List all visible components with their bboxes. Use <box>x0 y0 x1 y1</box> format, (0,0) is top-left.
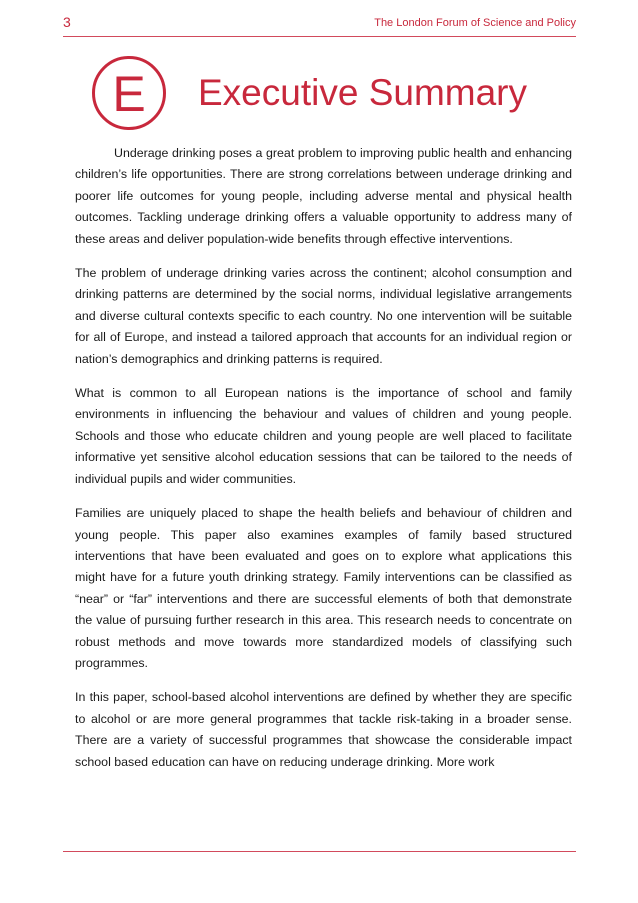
paragraph: The problem of underage drinking varies across the continent; alcohol consumption and drinking patterns are determined by the social norms, individual legislative arrangements and diverse cultural contexts specific to each country. No one intervention will be suitable for all of Europe, and instead a tailored approach that accounts for an individual region or nation’s demographics and drinking patterns is required. <box>75 266 572 366</box>
footer-divider <box>63 851 576 852</box>
header-divider <box>63 36 576 37</box>
chapter-badge <box>92 56 166 130</box>
paragraph: Families are uniquely placed to shape the health beliefs and behaviour of children and young people. This paper also examines examples of family based structured interventions that have been evaluated and goes on to explore what applications this might have for a future youth drinking strategy. Family interventions can be classified as “near” or “far” interventions and there are successful elements of both that demonstrate the value of pursuing further research in this area. This research needs to concentrate on robust methods and move towards more standardized models of classifying such programmes. <box>75 506 572 670</box>
page-title: Executive Summary <box>198 72 527 113</box>
paragraph: Underage drinking poses a great problem to improving public health and enhancing children’s life opportunities. There are strong correlations between underage drinking and poorer life outcomes for young people, including adverse mental and physical health outcomes. Tackling underage drinking offers a valuable opportunity to address many of these areas and deliver population-wide benefits through effective interventions. <box>75 146 572 246</box>
running-title: The London Forum of Science and Policy <box>374 17 576 29</box>
page-number: 3 <box>63 14 71 30</box>
chapter-heading <box>92 56 572 136</box>
page-header <box>63 14 576 36</box>
chapter-letter: E <box>112 66 146 122</box>
executive-summary-body <box>75 143 572 786</box>
paragraph: In this paper, school-based alcohol interventions are defined by whether they are specific to alcohol or are more general programmes that tackle risk-taking in a broader sense. There are a variety of successful programmes that showcase the considerable impact school based education can have on reducing underage drinking. More work <box>75 690 572 769</box>
paragraph: What is common to all European nations is the importance of school and family environments in influencing the behaviour and values of children and young people. Schools and those who educate children and young people are well placed to facilitate informative yet sensitive alcohol education sessions that can be tailored to the needs of individual pupils and wider communities. <box>75 386 572 486</box>
